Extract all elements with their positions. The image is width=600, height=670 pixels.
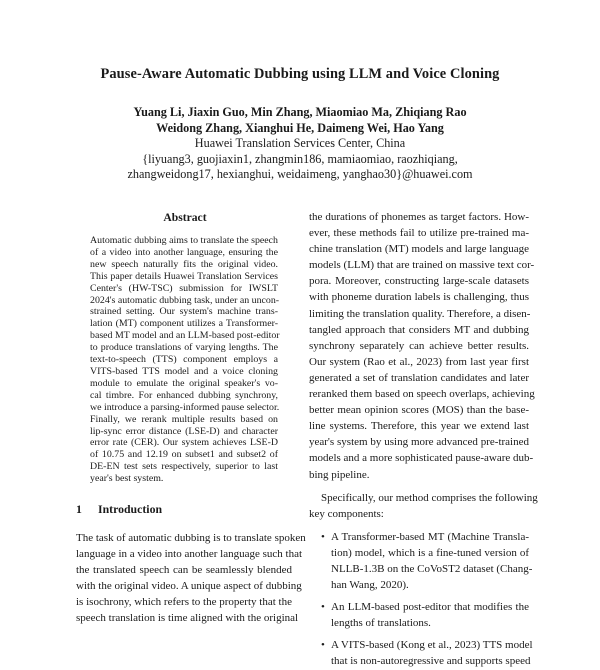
abstract-line: Finally, we rerank multiple results based on (90, 413, 278, 425)
paragraph-line: generated a set of translation candidates and later (309, 371, 529, 384)
abstract-line: error rate (CER). Our system achieves LSE-D (90, 437, 278, 449)
author-block (0, 105, 600, 183)
abstract-line: DE-EN test sets respectively, superior to last (90, 461, 278, 473)
list-item-line: An LLM-based post-editor that modifies the (331, 601, 529, 614)
paragraph-line: Specifically, our method comprises the following (321, 491, 538, 504)
list-item-line: lengths of translations. (331, 617, 431, 630)
paper-title: Pause-Aware Automatic Dubbing using LLM and Voice Cloning (100, 66, 500, 82)
abstract-line: lation (MT) component utilizes a Transformer- (90, 318, 278, 330)
authors-line-2: Weidong Zhang, Xianghui He, Daimeng Wei, Hao Yang (156, 120, 444, 135)
paragraph-line: synchrony separately can achieve better results. (309, 339, 529, 352)
intro-line: language in a video into another language such that (76, 548, 303, 561)
section-heading-introduction (76, 502, 162, 517)
paragraph-line: models and a more sophisticated pause-aware dub- (309, 452, 534, 465)
paragraph-line: better mean opinion scores (MOS) than the base- (309, 404, 529, 417)
abstract-line: 2024's automatic dubbing task, under an uncon- (90, 294, 280, 306)
abstract-line: of 10.75 and 12.19 on subset1 and subset2 of (90, 449, 278, 461)
right-paragraph-1 (309, 209, 535, 483)
paragraph-line: with phoneme duration labels is challenging, thus (309, 291, 529, 304)
right-column (309, 209, 538, 670)
section-number: 1 (76, 502, 82, 516)
abstract-line: Automatic dubbing aims to translate the speech (90, 235, 278, 246)
paragraph-line: the durations of phonemes as target factors. How- (309, 211, 529, 223)
list-item-line: han Wang, 2020). (331, 579, 409, 592)
paragraph-line: Our system (Rao et al., 2023) from last year first (309, 355, 529, 368)
right-paragraph-2 (309, 490, 538, 522)
abstract-line: of a video into another language, ensuring the (90, 246, 278, 258)
abstract-line: we introduce a parsing-informed pause selector. (90, 401, 280, 413)
abstract-line: cal timbre. For enhanced dubbing synchrony, (90, 389, 278, 401)
intro-line: is isochrony, which refers to the property that the (76, 596, 292, 609)
intro-line: with the original video. A unique aspect of dubbing (76, 580, 302, 593)
abstract-body (90, 235, 278, 485)
intro-line: The task of automatic dubbing is to translate spoken (76, 532, 306, 544)
list-item-line: NLLB-1.3B on the CoVoST2 dataset (Chang- (331, 562, 533, 575)
paragraph-line: year's system by using more advanced pre-trained (309, 436, 529, 449)
bullet-icon: • (321, 639, 325, 652)
paragraph-line: tangled approach that considers MT and dubbing (309, 323, 529, 336)
abstract-line: lip-sync error distance (LSE-D) and character (90, 425, 278, 437)
abstract-line: new speech naturally fits the original video. (90, 258, 278, 270)
list-item-line: A VITS-based (Kong et al., 2023) TTS model (331, 639, 533, 652)
list-item (309, 637, 533, 669)
paragraph-line: limiting the translation quality. Therefore, a disen- (309, 307, 531, 320)
abstract-line: based MT model and an LLM-based post-editor (90, 330, 280, 342)
authors-line-1: Yuang Li, Jiaxin Guo, Min Zhang, Miaomiao Ma, Zhiqiang Rao (133, 105, 467, 119)
paragraph-line: line systems. Therefore, this year we extend last (309, 420, 529, 433)
list-item-line: A Transformer-based MT (Machine Transla- (331, 530, 529, 543)
paragraph-line: models (LLM) that are trained on massive text cor- (309, 259, 535, 272)
introduction-body (76, 530, 306, 627)
list-item (309, 599, 529, 631)
abstract-line: module to emulate the original speaker's vo- (90, 377, 278, 389)
abstract-heading: Abstract (163, 211, 207, 224)
paragraph-line: chine translation (MT) models and large language (309, 243, 529, 256)
paragraph-line: bing pipeline. (309, 468, 370, 481)
affiliation: Huawei Translation Services Center, China (194, 136, 406, 150)
abstract-line: Center's (HW-TSC) submission for IWSLT (90, 282, 278, 294)
abstract-line: This paper details Huawei Translation Services (90, 270, 278, 282)
paragraph-line: key components: (309, 507, 384, 520)
list-item-line: that is non-autoregressive and supports speed (331, 655, 531, 668)
section-title: Introduction (98, 502, 163, 516)
paragraph-line: pora. Moreover, constructing large-scale datasets (309, 275, 529, 288)
abstract-line: text-to-speech (TTS) component employs a (90, 354, 278, 366)
paragraph-line: reranked them based on speech overlaps, achieving (309, 388, 535, 401)
intro-line: speech translation is time aligned with the original (76, 612, 299, 625)
abstract-line: strained setting. Our system's machine trans- (90, 306, 278, 318)
email-line-2: zhangweidong17, hexianghui, weidaimeng, yanghao30}@huawei.com (127, 167, 473, 181)
abstract-line: to produce translations of varying lengths. The (90, 342, 278, 354)
bullet-icon: • (321, 601, 325, 614)
list-item (309, 529, 533, 593)
paragraph-line: ever, these methods fail to utilize pre-trained ma- (309, 227, 529, 240)
list-item-line: tion) model, which is a fine-tuned version of (331, 546, 529, 559)
abstract-line: year's best system. (90, 473, 164, 485)
email-line-1: {liyuang3, guojiaxin1, zhangmin186, mamiaomiao, raozhiqiang, (142, 151, 458, 166)
bullet-icon: • (321, 530, 325, 543)
component-list (309, 529, 533, 670)
abstract-line: VITS-based TTS model and a voice cloning (90, 365, 278, 377)
intro-line: the translated speech can be seamlessly blended (76, 564, 292, 577)
